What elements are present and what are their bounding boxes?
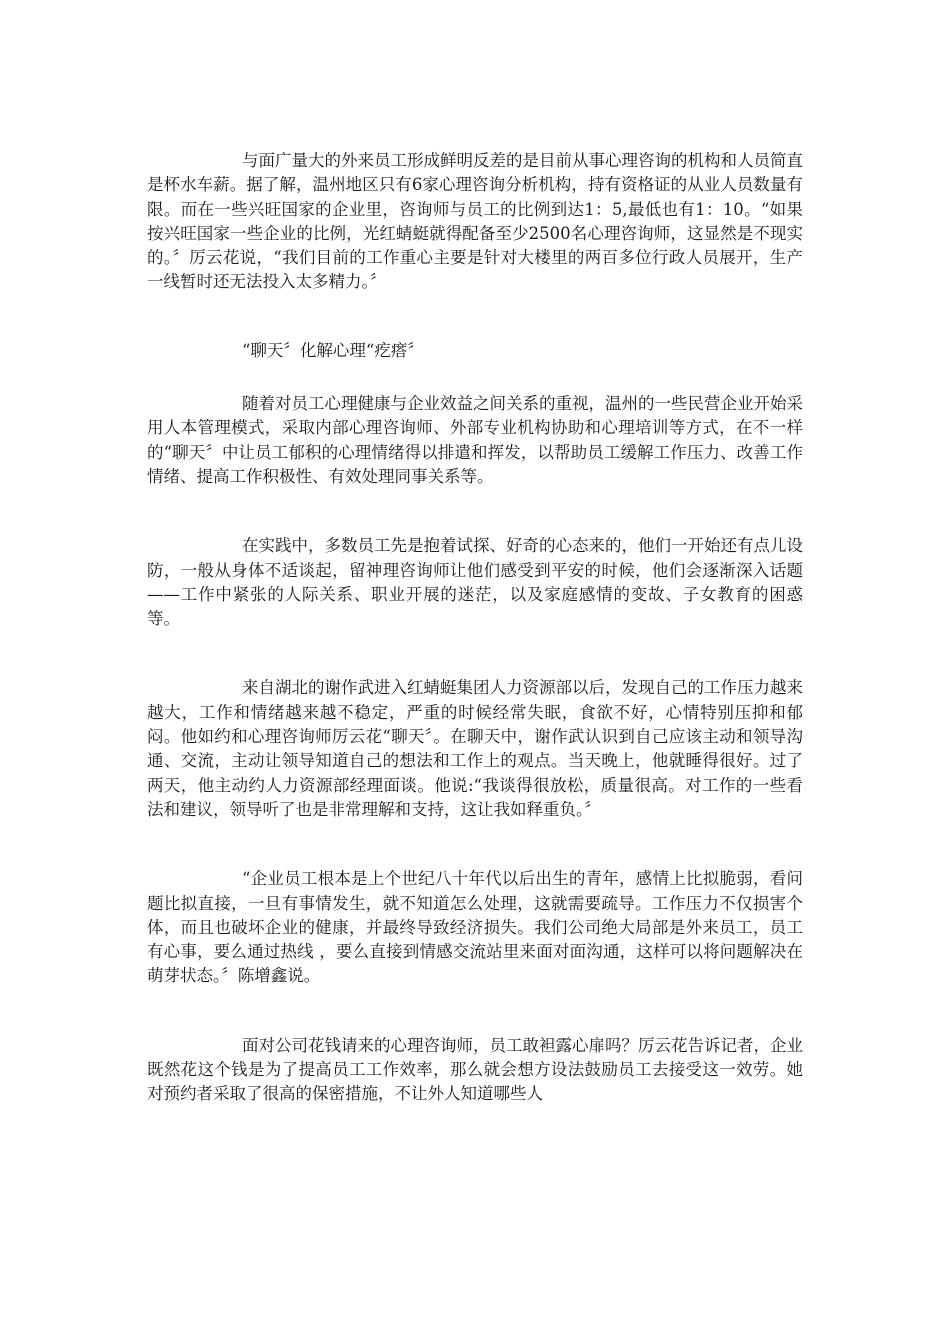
paragraph-confidentiality: 面对公司花钱请来的心理咨询师，员工敢袒露心扉吗？厉云花告诉记者，企业既然花这个钱是为了提高员工工作效率，那么就会想方设法鼓励员工去接受这一效劳。她对预约者采取了很高的保密措施，不让外人知道哪些人 bbox=[147, 1035, 803, 1104]
paragraph-xie-zuowu-story: 来自湖北的谢作武进入红蜻蜓集团人力资源部以后，发现自己的工作压力越来越大，工作和情绪越来越不稳定，严重的时候经常失眠，食欲不好，心情特别压抑和郁闷。他如约和心理咨询师厉云花“聊天〞。在聊天中，谢作武认识到自己应该主动和领导沟通、交流，主动让领导知道自己的想法和工作上的观点。当天晚上，他就睡得很好。过了两天，他主动约人力资源部经理面谈。他说:“我谈得很放松，质量很高。对工作的一些看法和建议，领导听了也是非常理解和支持，这让我如释重负。〞 bbox=[147, 678, 803, 819]
paragraph-counselor-shortage: 与面广量大的外来员工形成鲜明反差的是目前从事心理咨询的机构和人员简直是杯水车薪。据了解，温州地区只有6家心理咨询分析机构，持有资格证的从业人员数量有限。而在一些兴旺国家的企业里，咨询师与员工的比例到达1：5,最低也有1：10。“如果按兴旺国家一些企业的比例，光红蜻蜓就得配备至少2500名心理咨询师，这显然是不现实的。〞厉云花说，“我们目前的工作重心主要是针对大楼里的两百多位行政人员展开，生产一线暂时还无法投入太多精力。〞 bbox=[147, 151, 803, 292]
paragraph-chen-zengxin-quote: “企业员工根本是上个世纪八十年代以后出生的青年，感情上比拟脆弱，看问题比拟直接，一旦有事情发生，就不知道怎么处理，这就需要疏导。工作压力不仅损害个体，而且也破坏企业的健康，并最终导致经济损失。我们公司绝大局部是外来员工，员工有心事，要么通过热线 ，要么直接到情感交流站里来面对面沟通，这样可以将问题解决在萌芽状态。〞陈增鑫说。 bbox=[147, 869, 803, 986]
section-heading: “聊天〞化解心理“疙瘩〞 bbox=[242, 340, 424, 360]
paragraph-humanistic-management: 随着对员工心理健康与企业效益之间关系的重视，温州的一些民营企业开始采用人本管理模式，采取内部心理咨询师、外部专业机构协助和心理培训等方式，在不一样的“聊天〞中让员工郁积的心理情绪得以排遣和挥发，以帮助员工缓解工作压力、改善工作情绪、提高工作积极性、有效处理同事关系等。 bbox=[147, 394, 803, 486]
document-body bbox=[147, 149, 803, 1107]
paragraph-employee-practice: 在实践中，多数员工先是抱着试探、好奇的心态来的，他们一开始还有点儿设防，一般从身体不适谈起，留神理咨询师让他们感受到平安的时候，他们会逐渐深入话题——工作中紧张的人际关系、职业开展的迷茫，以及家庭感情的变故、子女教育的困惑等。 bbox=[147, 536, 803, 629]
